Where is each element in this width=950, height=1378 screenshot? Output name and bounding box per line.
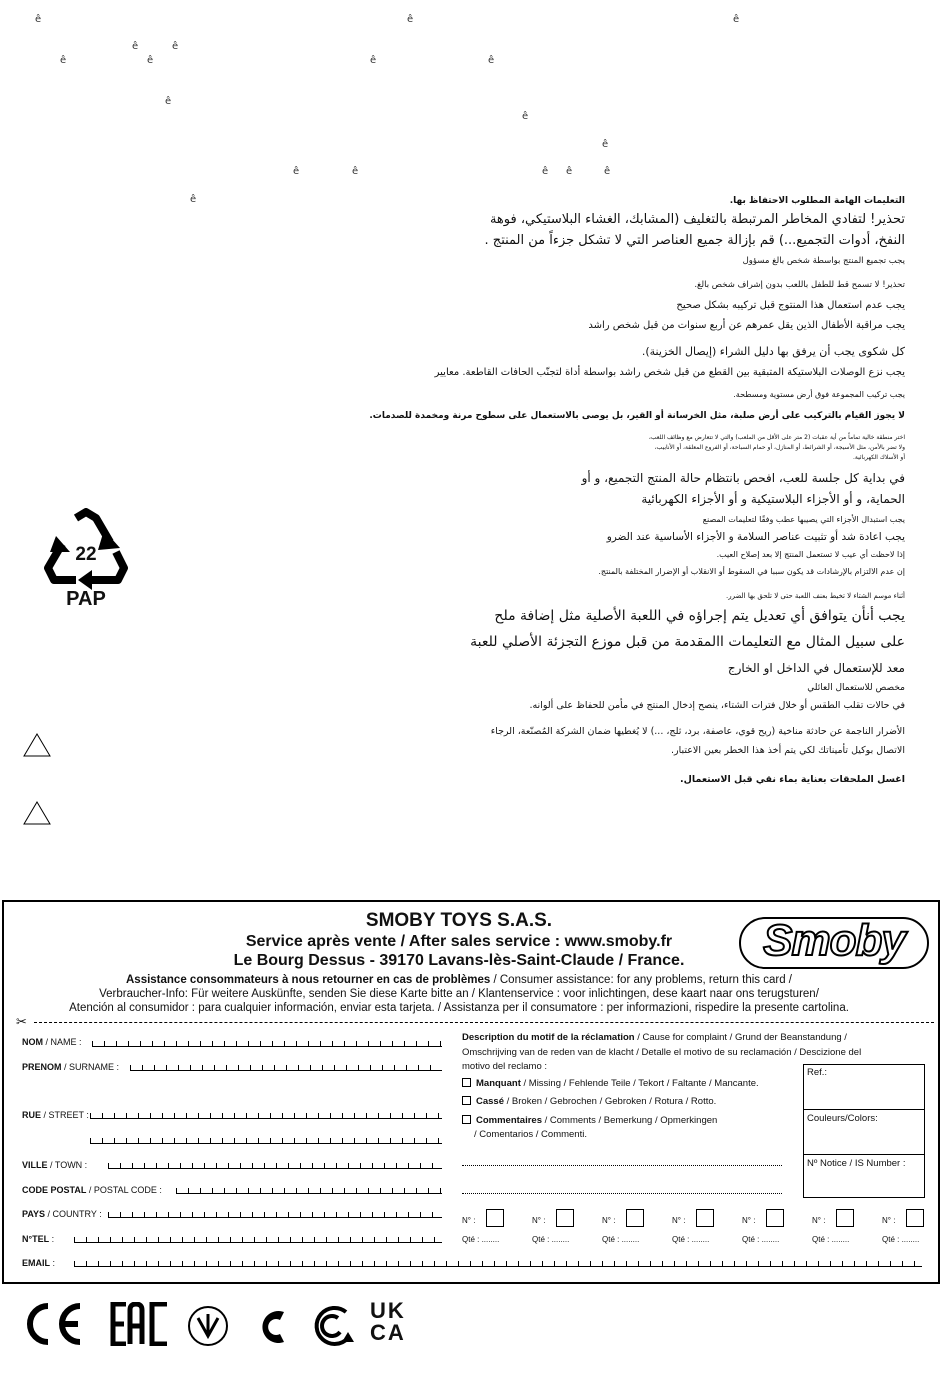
ar-line: يجب استبدال الأجزاء التي يصيبها عطب وفقًا لتعليمات المصنع	[702, 515, 905, 524]
assistance-line-2: Verbraucher-Info: Für weitere Auskünfte, senden Sie diese Karte bitte an / Klantenservice : voor inlichtingen, dese kaart naar ons terugsturen/	[99, 988, 819, 1000]
stray-glyph: ê	[542, 166, 549, 177]
quantity-label: Qté : ........	[812, 1235, 850, 1244]
company-name: SMOBY TOYS S.A.S.	[365, 910, 553, 931]
name-field[interactable]	[92, 1040, 442, 1047]
ar-line: معد للإستعمال في الداخل او الخارج	[727, 661, 905, 675]
town-field[interactable]	[108, 1162, 442, 1169]
part-number-box[interactable]	[766, 1209, 784, 1227]
notice-box[interactable]	[803, 1154, 925, 1198]
colors-label: Couleurs/Colors:	[807, 1113, 878, 1124]
option-comments[interactable]: Commentaires / Comments / Bemerkung / Opmerkingen	[462, 1115, 717, 1126]
part-number-label: N° :	[812, 1216, 826, 1225]
quantity-label: Qté : ........	[742, 1235, 780, 1244]
postal-code-label: CODE POSTAL / POSTAL CODE :	[22, 1185, 162, 1195]
after-sales-card	[2, 900, 940, 1284]
ar-line: على سبيل المثال مع التعليمات االمقدمة من قبل موزع التجزئة الأصلي للعبة	[470, 634, 905, 650]
recycling-number: 22	[75, 544, 97, 565]
quantity-label: Qté : ........	[882, 1235, 920, 1244]
street-field-2[interactable]	[90, 1137, 442, 1144]
option-missing[interactable]: Manquant / Missing / Fehlende Teile / Tekort / Faltante / Mancante.	[462, 1078, 759, 1089]
stray-glyph: ê	[370, 55, 377, 66]
country-field[interactable]	[108, 1211, 442, 1218]
ar-line: الأضرار الناجمة عن حادثة مناخية (ريح قوي، عاصفة، برد، ثلج، ...) لا يُغطيها ضمان الشركة المُصنّعة، الرجاء	[490, 726, 905, 737]
stray-glyph: ê	[165, 96, 172, 107]
ar-line: تحذير! لتفادي المخاطر المرتبطة بالتغليف (المشابك، الغشاء البلاستيكي، فوهة	[489, 212, 905, 227]
street-label: RUE / STREET :	[22, 1110, 89, 1120]
email-label: EMAIL :	[22, 1258, 56, 1268]
ref-label: Ref.:	[807, 1067, 828, 1078]
stray-glyph: ê	[522, 111, 529, 122]
warning-triangle-icon	[22, 732, 52, 758]
ar-line: لا يجوز القيام بالتركيب على أرض صلبة، مثل الخرسانة أو القير، بل يوصى بالاستعمال على سطوح مرنة ومخمدة للصدمات.	[369, 411, 905, 421]
ar-line: تحذير! لا تسمح قط للطفل باللعب بدون إشراف شخص بالغ.	[694, 280, 905, 290]
ref-box[interactable]	[803, 1064, 925, 1110]
smoby-logo-text: Smoby	[763, 916, 905, 965]
part-number-box[interactable]	[906, 1209, 924, 1227]
assistance-line-1	[4, 974, 914, 986]
service-line: Service après vente / After sales service : www.smoby.fr	[245, 933, 673, 950]
comment-line[interactable]	[462, 1164, 782, 1166]
ar-line: إذا لاحظت أي عيب لا تستعمل المنتج إلا بعد إصلاح العيب.	[716, 550, 905, 559]
part-number-box[interactable]	[836, 1209, 854, 1227]
recycling-code: PAP	[66, 588, 106, 610]
part-number-box[interactable]	[626, 1209, 644, 1227]
ar-line: في حالات تقلب الطقس أو خلال فترات الشتاء، ينصح إدخال المنتج في مأمن للحفاظ على ألوانه.	[529, 700, 905, 711]
ar-line: يجب اعادة شد أو تثبيت عناصر السلامة و الأجزاء الأساسية عند الضرو	[606, 531, 905, 543]
part-number-box[interactable]	[486, 1209, 504, 1227]
street-field[interactable]	[90, 1112, 442, 1119]
ukrsepro-mark-icon	[186, 1304, 230, 1348]
ukca-top: UK	[370, 1298, 406, 1323]
option-broken[interactable]: Cassé / Broken / Gebrochen / Gebroken / Rotura / Rotto.	[462, 1096, 716, 1107]
part-number-label: N° :	[882, 1216, 896, 1225]
stray-glyph: ê	[293, 166, 300, 177]
ukca-bottom: CA	[370, 1320, 406, 1345]
recycling-loop-mark-icon	[308, 1302, 356, 1348]
triman-mark-icon	[254, 1304, 294, 1348]
ar-line: إن عدم الالتزام بالإرشادات قد يكون سببا في السقوط أو الانقلاب أو الإضرار المختلفة بالمنتج.	[598, 567, 905, 576]
ar-line: اغسل الملحقات بعناية بماء نقي قبل الاستعمال.	[680, 774, 905, 785]
ar-line: يجب أنأن يتوافق أي تعديل يتم إجراؤه في اللعبة الأصلية مثل إضافة ملح	[494, 608, 905, 624]
part-number-label: N° :	[532, 1216, 546, 1225]
quantity-label: Qté : ........	[602, 1235, 640, 1244]
name-label: NOM / NAME :	[22, 1037, 82, 1047]
assistance-rest: / Consumer assistance: for any problems, return this card /	[490, 974, 792, 986]
notice-label: Nº Notice / IS Number :	[807, 1158, 906, 1169]
option-comments-2: / Comentarios / Commenti.	[474, 1129, 587, 1140]
ar-line: يجب نزع الوصلات البلاستيكة المتبقية بين القطع من قبل شخص راشد بواسطة أداة لتجنّب الحافات القاطعة. معايير	[434, 367, 905, 378]
quantity-label: Qté : ........	[532, 1235, 570, 1244]
comments-checkbox[interactable]	[462, 1115, 471, 1124]
part-number-label: N° :	[672, 1216, 686, 1225]
part-number-box[interactable]	[556, 1209, 574, 1227]
ar-line: ولا تضر بالأمن، مثل الأسيجة، أو الشرائط، أو المنازل، أو حمام السباحة، أو الفروع المعلقة، أو الأنابيب،	[654, 444, 905, 451]
ar-line: الاتصال بوكيل تأميناتك لكي يتم أخذ هذا الخطر بعين الاعتبار.	[671, 745, 905, 756]
ar-line: يجب عدم استعمال هذا المنتوج قبل تركيبه بشكل صحيح	[676, 300, 905, 311]
ar-line: كل شكوى يجب أن يرفق بها دليل الشراء (إيصال الخزينة).	[641, 345, 905, 358]
warning-triangle-icon	[22, 800, 52, 826]
ar-line: الحماية، و أو الأجزاء البلاستيكية و أو الأجزاء الكهربائية	[641, 492, 905, 506]
ar-line: أو الأسلاك الكهربائية.	[852, 454, 905, 461]
phone-field[interactable]	[74, 1236, 442, 1243]
missing-checkbox[interactable]	[462, 1078, 471, 1087]
part-number-box[interactable]	[696, 1209, 714, 1227]
email-field[interactable]	[74, 1260, 922, 1267]
scissors-icon: ✂	[16, 1015, 27, 1030]
stray-glyph: ê	[604, 166, 611, 177]
country-label: PAYS / COUNTRY :	[22, 1209, 102, 1219]
ar-line: يجب تجميع المنتج بواسطة شخص بالغ مسؤول	[742, 256, 905, 266]
surname-label: PRENOM / SURNAME :	[22, 1062, 120, 1072]
phone-label: N°TEL :	[22, 1234, 55, 1244]
stray-glyph: ê	[147, 55, 154, 66]
cut-line	[34, 1022, 934, 1023]
stray-glyph: ê	[566, 166, 573, 177]
ar-line: مخصص للاستعمال العائلي	[807, 683, 905, 693]
ukca-mark	[370, 1300, 406, 1344]
town-label: VILLE / TOWN :	[22, 1160, 88, 1170]
eac-mark-icon	[110, 1302, 170, 1346]
ar-line: يجب مراقبة الأطفال الذين يقل عمرهم عن أربع سنوات من قبل شخص راشد	[588, 320, 905, 331]
complaint-heading-2: Omschrijving van de reden van de klacht / Detalle el motivo de su reclamación / Descizione del	[462, 1047, 862, 1058]
stray-glyph: ê	[602, 139, 609, 150]
stray-glyph: ê	[172, 41, 179, 52]
complaint-heading-3: motivo del reclamo :	[462, 1061, 548, 1072]
surname-field[interactable]	[130, 1064, 442, 1071]
stray-glyph: ê	[407, 14, 414, 25]
part-number-label: N° :	[462, 1216, 476, 1225]
address-line: Le Bourg Dessus - 39170 Lavans-lès-Saint-Claude / France.	[233, 952, 685, 969]
comment-line[interactable]	[462, 1192, 782, 1194]
ar-line: في بداية كل جلسة للعب، افحص بانتظام حالة المنتج التجميع، و أو	[581, 471, 905, 485]
quantity-label: Qté : ........	[672, 1235, 710, 1244]
stray-glyph: ê	[733, 14, 740, 25]
part-number-label: N° :	[742, 1216, 756, 1225]
part-number-label: N° :	[602, 1216, 616, 1225]
smoby-logo	[738, 914, 930, 972]
stray-glyph: ê	[352, 166, 359, 177]
quantity-label: Qté : ........	[462, 1235, 500, 1244]
ce-mark-icon	[20, 1300, 86, 1348]
ar-line: أثناء موسم الشتاء لا تخيط بعنف اللعبة حتى لا تلحق بها الضرر.	[725, 592, 905, 600]
complaint-heading: Description du motif de la réclamation / Cause for complaint / Grund der Beanstandung /	[462, 1032, 847, 1043]
assistance-line-3: Atención al consumidor : para cualquier información, enviar esta tarjeta. / Assistanza per il consumatore : per informazioni, rispedire la presente cartolina.	[69, 1002, 849, 1014]
assistance-bold: Assistance consommateurs à nous retourner en cas de problèmes	[126, 974, 491, 986]
ar-line: اختر منطقة خالية تماماً من أية عقبات (2 متر على الأقل من الملعب) والتي لا تتعارض مع وظائف اللعب،	[648, 434, 905, 441]
ar-heading: التعليمات الهامة المطلوب الاحتفاظ بها.	[729, 196, 905, 206]
ar-line: يجب تركيب المجموعة فوق أرض مستوية ومسطحة.	[733, 390, 905, 399]
postal-code-field[interactable]	[176, 1187, 442, 1194]
recycling-symbol	[40, 508, 132, 614]
stray-glyph: ê	[488, 55, 495, 66]
broken-checkbox[interactable]	[462, 1096, 471, 1105]
ar-line: النفخ، أدوات التجميع...) قم بإزالة جميع العناصر التي لا تشكل جزءاً من المنتج .	[484, 233, 905, 248]
colors-box[interactable]	[803, 1109, 925, 1155]
stray-glyph: ê	[35, 14, 42, 25]
stray-glyph: ê	[60, 55, 67, 66]
stray-glyph: ê	[132, 41, 139, 52]
stray-glyph: ê	[190, 194, 197, 205]
